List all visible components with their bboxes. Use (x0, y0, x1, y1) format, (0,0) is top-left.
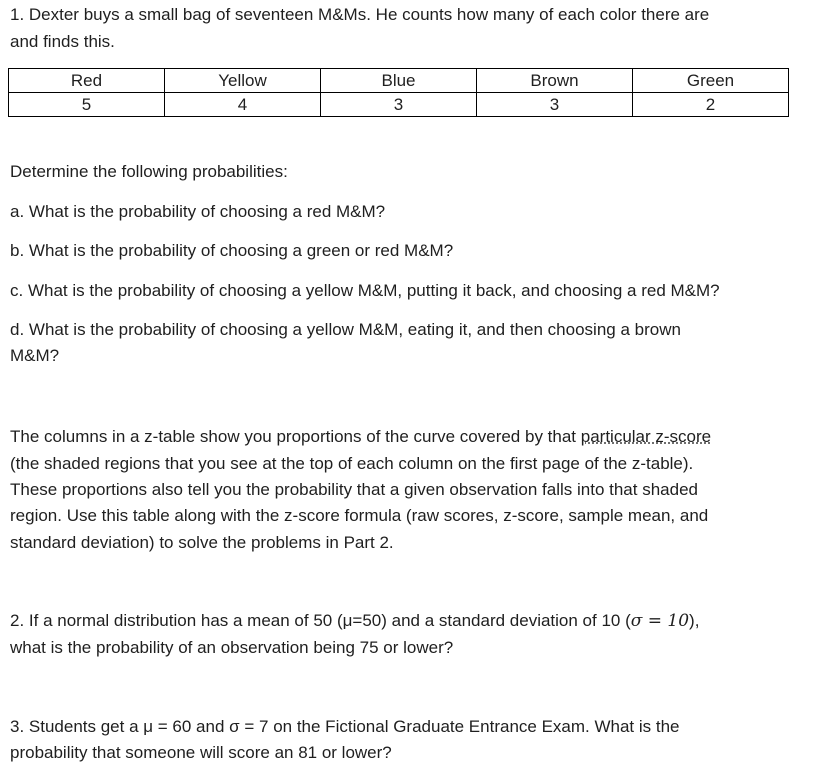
q1-line1: 1. Dexter buys a small bag of seventeen M&Ms. He counts how many of each color there are (10, 5, 710, 24)
table-header-cell: Yellow (165, 69, 321, 93)
table-header-cell: Green (633, 69, 789, 93)
q1-line2: and finds this. (10, 32, 115, 51)
spellcheck-underlined-text[interactable]: particular z-score (580, 427, 712, 446)
probabilities-intro: Determine the following probabilities: (10, 162, 288, 181)
q2-text-post: ), (689, 611, 700, 630)
question-b: b. What is the probability of choosing a green or red M&M? (10, 241, 454, 260)
ztable-line1-text: The columns in a z-table show you proportions of the curve covered by that (10, 427, 581, 446)
question-a: a. What is the probability of choosing a red M&M? (10, 202, 386, 221)
q3-line2: probability that someone will score an 81 or lower? (10, 743, 392, 762)
table-cell: 3 (477, 93, 633, 117)
table-cell: 4 (165, 93, 321, 117)
q2-text-pre: 2. If a normal distribution has a mean of 50 (μ=50) and a standard deviation of 10 ( (10, 611, 631, 630)
mm-color-table (8, 68, 789, 117)
table-header-cell: Blue (321, 69, 477, 93)
q2-line1 (10, 608, 699, 635)
table-cell: 2 (633, 93, 789, 117)
question-d-line1: d. What is the probability of choosing a yellow M&M, eating it, and then choosing a brown (10, 320, 681, 339)
table-header-cell: Red (9, 69, 165, 93)
q3-line1: 3. Students get a μ = 60 and σ = 7 on the Fictional Graduate Entrance Exam. What is the (10, 717, 680, 736)
ztable-line5: standard deviation) to solve the problems in Part 2. (10, 533, 394, 552)
ztable-line2: (the shaded regions that you see at the top of each column on the first page of the z-table). (10, 454, 694, 473)
table-header-row (9, 69, 789, 93)
table-header-cell: Brown (477, 69, 633, 93)
question-d-line2: M&M? (10, 346, 60, 365)
ztable-line1 (10, 424, 711, 451)
question-c: c. What is the probability of choosing a yellow M&M, putting it back, and choosing a red M&M? (10, 281, 720, 300)
sigma-equation: σ = 10 (630, 611, 690, 631)
ztable-line3: These proportions also tell you the probability that a given observation falls into that shaded (10, 480, 698, 499)
q2-line2: what is the probability of an observation being 75 or lower? (10, 638, 454, 657)
table-cell: 3 (321, 93, 477, 117)
table-cell: 5 (9, 93, 165, 117)
ztable-line4: region. Use this table along with the z-score formula (raw scores, z-score, sample mean, and (10, 506, 709, 525)
table-row (9, 93, 789, 117)
